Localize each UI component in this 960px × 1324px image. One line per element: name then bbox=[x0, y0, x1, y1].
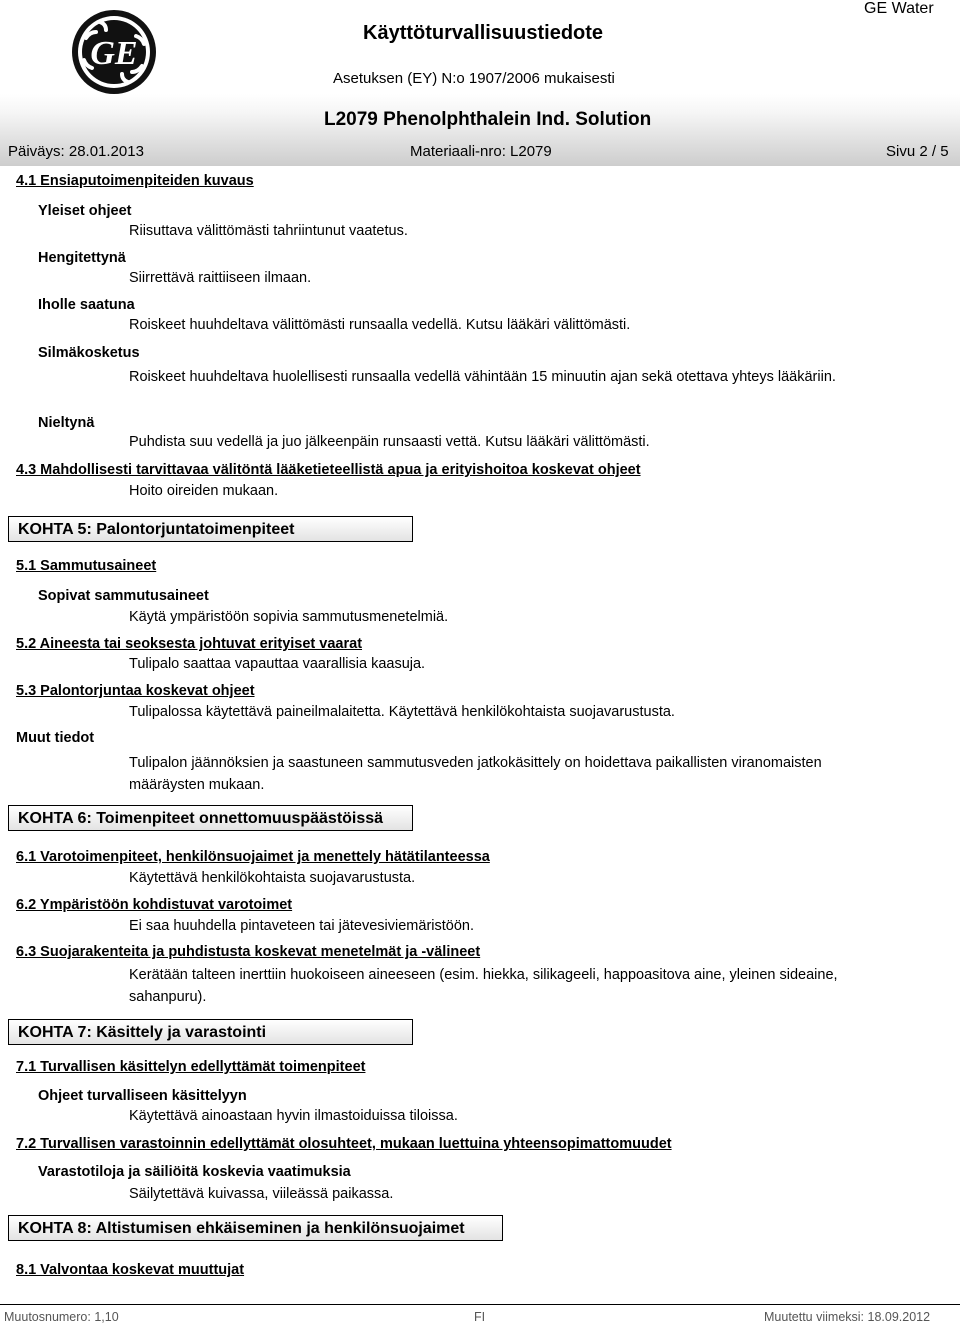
company-name: GE Water bbox=[864, 0, 934, 17]
inhalation-label: Hengitettynä bbox=[38, 250, 126, 266]
section-5-3-title: 5.3 Palontorjuntaa koskevat ohjeet bbox=[16, 683, 255, 699]
section-6-1-text: Käytettävä henkilökohtaista suojavarustusta. bbox=[129, 870, 416, 886]
general-advice-label: Yleiset ohjeet bbox=[38, 203, 132, 219]
section-6-1-title: 6.1 Varotoimenpiteet, henkilönsuojaimet ja menettely hätätilanteessa bbox=[16, 849, 490, 865]
document-title: Käyttöturvallisuustiedote bbox=[363, 22, 604, 44]
other-info-text: Tulipalon jäännöksien ja saastuneen sammutusveden jatkokäsittely on hoidettava paikallisten viranomaisten määräysten mukaan. bbox=[129, 755, 822, 793]
document-date: Päiväys: 28.01.2013 bbox=[8, 143, 144, 160]
storage-requirements-label: Varastotiloja ja säiliöitä koskevia vaatimuksia bbox=[38, 1164, 351, 1180]
section-4-3-title: 4.3 Mahdollisesti tarvittavaa välitöntä lääketieteellistä apua ja erityishoitoa koskevat ohjeet bbox=[16, 462, 641, 478]
skin-contact-label: Iholle saatuna bbox=[38, 297, 135, 313]
eye-contact-text: Roiskeet huuhdeltava huolellisesti runsaalla vedellä vähintään 15 minuutin ajan sekä otettava yhteys lääkäriin. bbox=[129, 369, 836, 385]
footer-language: FI bbox=[474, 1310, 486, 1324]
eye-contact-label: Silmäkosketus bbox=[38, 345, 140, 361]
section-6-2-text: Ei saa huuhdella pintaveteen tai jätevesiviemäristöön. bbox=[129, 918, 474, 934]
ingestion-label: Nieltynä bbox=[38, 415, 95, 431]
safe-handling-text: Käytettävä ainoastaan hyvin ilmastoiduissa tiloissa. bbox=[129, 1108, 458, 1124]
section-7-header: KOHTA 7: Käsittely ja varastointi bbox=[8, 1019, 413, 1045]
section-5-1-title: 5.1 Sammutusaineet bbox=[16, 558, 157, 574]
inhalation-text: Siirrettävä raittiiseen ilmaan. bbox=[129, 270, 312, 286]
section-6-3-title: 6.3 Suojarakenteita ja puhdistusta koskevat menetelmät ja -välineet bbox=[16, 944, 481, 960]
section-6-2-title: 6.2 Ympäristöön kohdistuvat varotoimet bbox=[16, 897, 293, 913]
section-4-1-title: 4.1 Ensiaputoimenpiteiden kuvaus bbox=[16, 173, 254, 189]
svg-text:GE: GE bbox=[90, 35, 138, 72]
section-6-header: KOHTA 6: Toimenpiteet onnettomuuspäästöissä bbox=[8, 805, 413, 831]
footer-divider bbox=[0, 1304, 960, 1305]
section-5-2-title: 5.2 Aineesta tai seoksesta johtuvat erityiset vaarat bbox=[16, 636, 363, 652]
section-4-3-text: Hoito oireiden mukaan. bbox=[129, 483, 279, 499]
other-info-label: Muut tiedot bbox=[16, 730, 95, 746]
product-name: L2079 Phenolphthalein Ind. Solution bbox=[324, 109, 652, 130]
section-8-1-title: 8.1 Valvontaa koskevat muuttujat bbox=[16, 1262, 245, 1278]
section-5-3-text: Tulipalossa käytettävä paineilmalaitetta. Käytettävä henkilökohtaista suojavarustusta. bbox=[129, 704, 675, 720]
section-7-2-title: 7.2 Turvallisen varastoinnin edellyttämät olosuhteet, mukaan luettuina yhteensopimattomuudet bbox=[16, 1136, 672, 1152]
material-number: Materiaali-nro: L2079 bbox=[410, 143, 552, 160]
ingestion-text: Puhdista suu vedellä ja juo jälkeenpäin runsaasti vettä. Kutsu lääkäri välittömästi. bbox=[129, 434, 650, 450]
skin-contact-text: Roiskeet huuhdeltava välittömästi runsaalla vedellä. Kutsu lääkäri välittömästi. bbox=[129, 317, 631, 333]
ge-logo bbox=[70, 8, 158, 96]
section-6-3-text: Kerätään talteen inerttiin huokoiseen aineeseen (esim. hiekka, silikageeli, happoasitova aine, yleinen sideaine, sahanpuru). bbox=[129, 967, 838, 1005]
section-5-2-text: Tulipalo saattaa vapauttaa vaarallisia kaasuja. bbox=[129, 656, 426, 672]
footer-last-modified: Muutettu viimeksi: 18.09.2012 bbox=[764, 1310, 931, 1324]
general-advice-text: Riisuttava välittömästi tahriintunut vaatetus. bbox=[129, 223, 408, 239]
section-8-header: KOHTA 8: Altistumisen ehkäiseminen ja henkilönsuojaimet bbox=[8, 1215, 503, 1241]
page-number: Sivu 2 / 5 bbox=[886, 143, 949, 160]
suitable-media-label: Sopivat sammutusaineet bbox=[38, 588, 209, 604]
suitable-media-text: Käytä ympäristöön sopivia sammutusmenetelmiä. bbox=[129, 609, 449, 625]
safe-handling-label: Ohjeet turvalliseen käsittelyyn bbox=[38, 1088, 247, 1104]
section-5-header: KOHTA 5: Palontorjuntatoimenpiteet bbox=[8, 516, 413, 542]
regulation-text: Asetuksen (EY) N:o 1907/2006 mukaisesti bbox=[333, 70, 615, 87]
storage-requirements-text: Säilytettävä kuivassa, viileässä paikassa. bbox=[129, 1186, 394, 1202]
section-7-1-title: 7.1 Turvallisen käsittelyn edellyttämät toimenpiteet bbox=[16, 1059, 366, 1075]
footer-revision: Muutosnumero: 1,10 bbox=[4, 1310, 119, 1324]
